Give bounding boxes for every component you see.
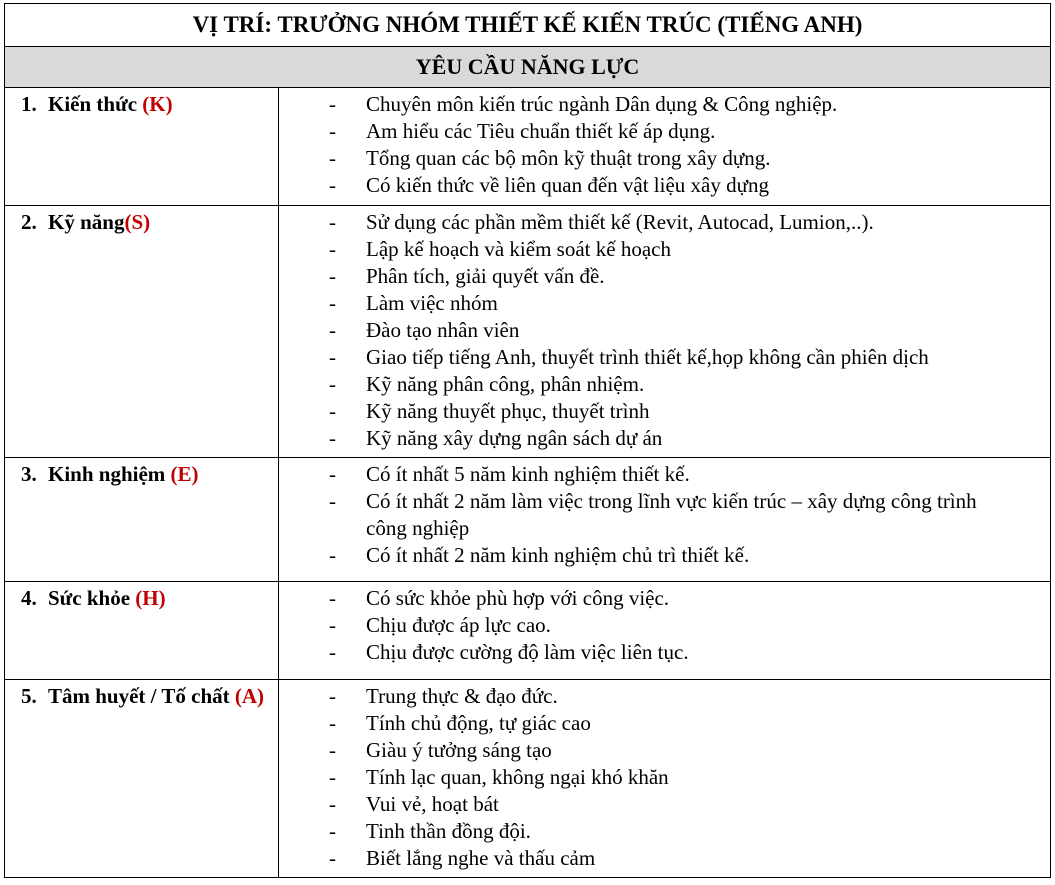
list-item	[279, 118, 1050, 145]
bullet-dash: -	[329, 765, 336, 789]
list-item-text: Làm việc nhóm	[366, 291, 498, 315]
list-item-text: Kỹ năng xây dựng ngân sách dự án	[366, 426, 663, 450]
list-item	[279, 236, 1050, 263]
list-item-text: Sử dụng các phần mềm thiết kế (Revit, Autocad, Lumion,..).	[366, 210, 874, 234]
competency-name: Tâm huyết / Tố chất	[48, 684, 235, 708]
bullet-dash: -	[329, 146, 336, 170]
competency-code: (H)	[135, 586, 166, 610]
competency-label	[21, 582, 278, 612]
list-item-text: Kỹ năng phân công, phân nhiệm.	[366, 372, 645, 396]
competency-label	[21, 680, 278, 710]
list-item	[279, 639, 1050, 666]
bullet-dash: -	[329, 372, 336, 396]
list-item-text: Am hiểu các Tiêu chuẩn thiết kế áp dụng.	[366, 119, 716, 143]
competency-row	[5, 206, 1051, 458]
requirement-list-cell	[279, 680, 1051, 878]
competency-code: (A)	[234, 684, 265, 708]
bullet-dash: -	[329, 792, 336, 816]
list-item-text: Tính chủ động, tự giác cao	[366, 711, 591, 735]
list-item	[279, 91, 1050, 118]
bullet-dash: -	[329, 711, 336, 735]
list-item	[279, 263, 1050, 290]
list-item	[279, 425, 1050, 452]
list-item-text: Biết lắng nghe và thấu cảm	[366, 846, 596, 870]
competency-rows	[5, 88, 1051, 878]
list-item-text: Chuyên môn kiến trúc ngành Dân dụng & Công nghiệp.	[366, 92, 838, 116]
section-header: YÊU CẦU NĂNG LỰC	[5, 47, 1051, 88]
requirement-list-cell	[279, 458, 1051, 582]
list-item	[279, 344, 1050, 371]
list-item-text: Có sức khỏe phù hợp với công việc.	[366, 586, 670, 610]
list-item	[279, 542, 1050, 569]
bullet-dash: -	[329, 345, 336, 369]
competency-label-cell	[5, 680, 279, 878]
competency-row	[5, 680, 1051, 878]
bullet-dash: -	[329, 318, 336, 342]
list-item-text: Có ít nhất 2 năm kinh nghiệm chủ trì thiết kế.	[366, 543, 750, 567]
list-item-text: Kỹ năng thuyết phục, thuyết trình	[366, 399, 650, 423]
list-item-text: Trung thực & đạo đức.	[366, 684, 558, 708]
list-item	[279, 791, 1050, 818]
competency-number: 2.	[21, 210, 37, 234]
bullet-dash: -	[329, 489, 336, 513]
list-item-text: Có kiến thức về liên quan đến vật liệu xây dựng	[366, 173, 769, 197]
requirement-list	[279, 458, 1050, 574]
competency-code: (E)	[170, 462, 199, 486]
bullet-dash: -	[329, 291, 336, 315]
competency-name: Kỹ năng	[48, 210, 125, 234]
list-item	[279, 290, 1050, 317]
requirement-list-cell	[279, 206, 1051, 458]
list-item-text: Có ít nhất 5 năm kinh nghiệm thiết kế.	[366, 462, 690, 486]
page-title: VỊ TRÍ: TRƯỞNG NHÓM THIẾT KẾ KIẾN TRÚC (TIẾNG ANH)	[5, 4, 1051, 47]
bullet-dash: -	[329, 543, 336, 567]
list-item-text: Tính lạc quan, không ngại khó khăn	[366, 765, 669, 789]
competency-code: (S)	[124, 210, 151, 234]
requirement-list	[279, 88, 1050, 204]
list-item-text: Tổng quan các bộ môn kỹ thuật trong xây dựng.	[366, 146, 771, 170]
list-item	[279, 461, 1050, 488]
competency-label-cell	[5, 582, 279, 680]
list-item	[279, 371, 1050, 398]
requirement-list	[279, 206, 1050, 457]
list-item	[279, 172, 1050, 199]
list-item	[279, 710, 1050, 737]
list-item	[279, 317, 1050, 344]
competency-number: 3.	[21, 462, 37, 486]
competency-label	[21, 88, 278, 118]
bullet-dash: -	[329, 237, 336, 261]
competency-table	[4, 3, 1051, 878]
list-item	[279, 818, 1050, 845]
list-item-text: Giàu ý tưởng sáng tạo	[366, 738, 552, 762]
competency-code: (K)	[142, 92, 173, 116]
competency-row	[5, 88, 1051, 206]
bullet-dash: -	[329, 819, 336, 843]
list-item-text: Chịu được cường độ làm việc liên tục.	[366, 640, 689, 664]
requirement-list	[279, 582, 1050, 671]
bullet-dash: -	[329, 684, 336, 708]
competency-row	[5, 582, 1051, 680]
list-item-text: Lập kế hoạch và kiểm soát kế hoạch	[366, 237, 671, 261]
list-item	[279, 398, 1050, 425]
bullet-dash: -	[329, 399, 336, 423]
competency-row	[5, 458, 1051, 582]
list-item	[279, 145, 1050, 172]
list-item	[279, 209, 1050, 236]
bullet-dash: -	[329, 210, 336, 234]
list-item	[279, 488, 1050, 542]
competency-label-cell	[5, 458, 279, 582]
list-item-text: Chịu được áp lực cao.	[366, 613, 551, 637]
bullet-dash: -	[329, 264, 336, 288]
bullet-dash: -	[329, 738, 336, 762]
competency-number: 5.	[21, 684, 37, 708]
competency-label-cell	[5, 206, 279, 458]
list-item-text: Vui vẻ, hoạt bát	[366, 792, 499, 816]
requirement-list-cell	[279, 582, 1051, 680]
bullet-dash: -	[329, 640, 336, 664]
bullet-dash: -	[329, 613, 336, 637]
competency-name: Sức khỏe	[48, 586, 136, 610]
bullet-dash: -	[329, 92, 336, 116]
bullet-dash: -	[329, 586, 336, 610]
list-item-text: Có ít nhất 2 năm làm việc trong lĩnh vực kiến trúc – xây dựng công trình công nghiệp	[366, 489, 977, 540]
list-item-text: Tinh thần đồng đội.	[366, 819, 531, 843]
competency-name: Kiến thức	[48, 92, 143, 116]
list-item-text: Giao tiếp tiếng Anh, thuyết trình thiết kế,họp không cần phiên dịch	[366, 345, 929, 369]
bullet-dash: -	[329, 119, 336, 143]
competency-name: Kinh nghiệm	[48, 462, 171, 486]
list-item-text: Phân tích, giải quyết vấn đề.	[366, 264, 605, 288]
list-item	[279, 764, 1050, 791]
competency-label	[21, 458, 278, 488]
requirement-list	[279, 680, 1050, 877]
list-item	[279, 585, 1050, 612]
list-item	[279, 683, 1050, 710]
bullet-dash: -	[329, 426, 336, 450]
list-item	[279, 845, 1050, 872]
competency-number: 1.	[21, 92, 37, 116]
requirement-list-cell	[279, 88, 1051, 206]
bullet-dash: -	[329, 846, 336, 870]
competency-number: 4.	[21, 586, 37, 610]
competency-label-cell	[5, 88, 279, 206]
list-item	[279, 612, 1050, 639]
bullet-dash: -	[329, 462, 336, 486]
list-item	[279, 737, 1050, 764]
list-item-text: Đào tạo nhân viên	[366, 318, 520, 342]
competency-label	[21, 206, 278, 236]
bullet-dash: -	[329, 173, 336, 197]
